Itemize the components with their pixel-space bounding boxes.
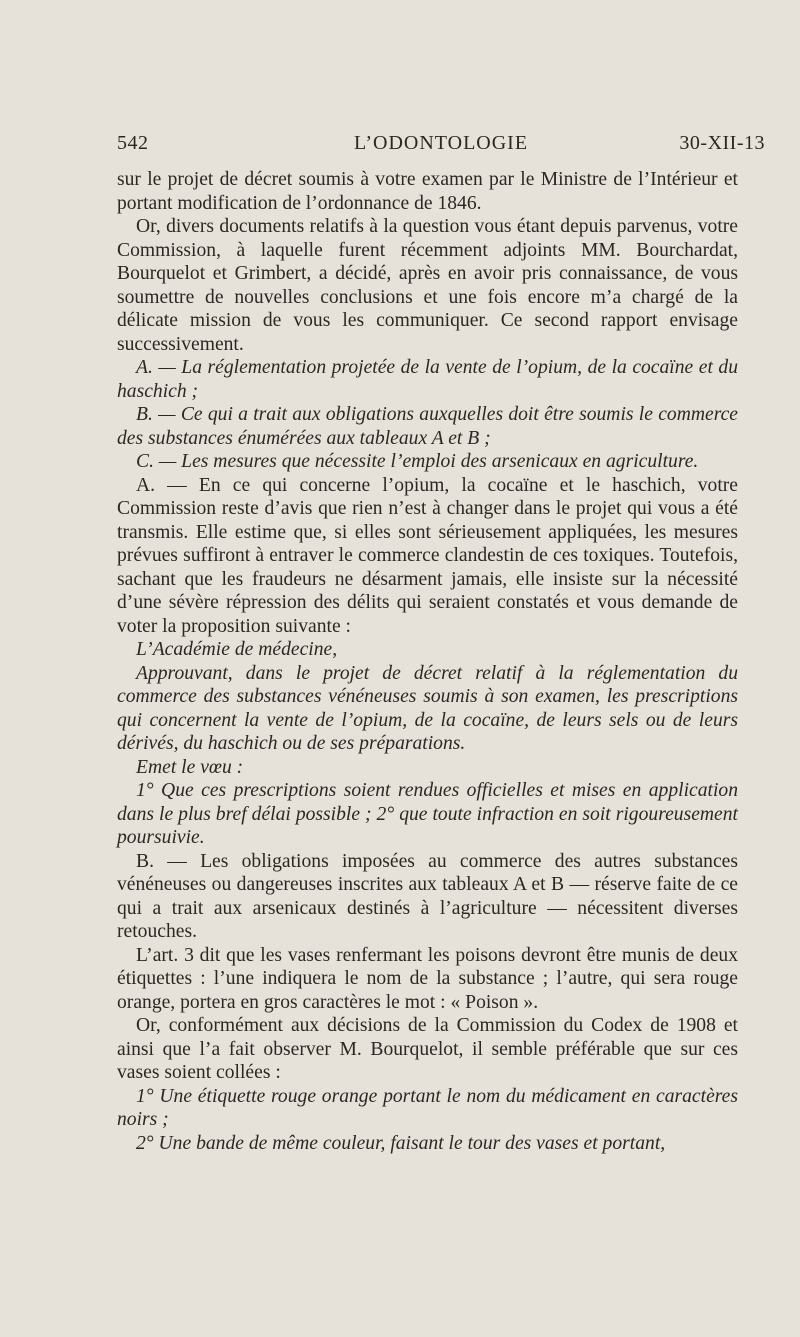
item-b-heading: B. — Ce qui a trait aux obligations auxquelles doit être soumis le commerce des substances énumérées aux tableaux A et B ; — [117, 404, 738, 449]
running-header — [117, 132, 765, 162]
codex-paragraph: Or, conformément aux décisions de la Commission du Codex de 1908 et ainsi que l’a fait observer M. Bourquelot, il semble préférable que sur ces vases soient collées : — [117, 1015, 738, 1083]
section-a-paragraph: A. — En ce qui concerne l’opium, la cocaïne et le haschich, votre Commission reste d’avis que rien n’est à changer dans le projet qui vous a été transmis. Elle estime que, si elles sont sérieusement appliquées, les mesures prévues suffiront à entraver le commerce clandestin de ces toxiques. Toutefois, sachant que les fraudeurs ne désarment jamais, elle insiste sur la nécessité d’une sévère répression des délits qui seraient constatés et vous demande de voter la proposition suivante : — [117, 474, 738, 637]
journal-title: L’ODONTOLOGIE — [353, 132, 529, 154]
paragraph-1: sur le projet de décret soumis à votre examen par le Ministre de l’Intérieur et portant modification de l’ordonnance de 1846. — [117, 169, 738, 214]
page-number: 542 — [117, 132, 149, 154]
proposal-wish: Emet le vœu : — [136, 756, 244, 778]
body-text — [117, 168, 738, 1155]
article-3-paragraph: L’art. 3 dit que les vases renfermant les poisons devront être munis de deux étiquettes : l’une indiquera le nom de la substance ; l’autre, qui sera rouge orange, portera en gros caractères le mot : « Poison ». — [117, 944, 738, 1013]
label-point-1: 1° Une étiquette rouge orange portant le nom du médicament en caractères noirs ; — [117, 1085, 738, 1130]
paragraph-2: Or, divers documents relatifs à la question vous étant depuis parvenus, votre Commission, à laquelle furent récemment adjoints MM. Bourchardat, Bourquelot et Grimbert, a décidé, après en avoir pris connaissance, de vous soumettre de nouvelles conclusions et une fois encore m’a chargé de la délicate mission de vous les communiquer. Ce second rapport envisage successivement. — [117, 216, 738, 355]
proposal-academy: L’Académie de médecine, — [136, 639, 338, 660]
section-b-paragraph: B. — Les obligations imposées au commerce des autres substances vénéneuses ou dangereuses inscrites aux tableaux A et B — réserve faite de ce qui a trait aux arsenicaux destinés à l’agriculture — nécessitent diverses retouches. — [117, 850, 738, 942]
issue-date: 30-XII-13 — [679, 132, 765, 154]
label-point-2: 2° Une bande de même couleur, faisant le tour des vases et portant, — [136, 1132, 666, 1154]
item-a-heading: A. — La réglementation projetée de la vente de l’opium, de la cocaïne et du haschich ; — [117, 357, 738, 402]
proposal-approving: Approuvant, dans le projet de décret relatif à la réglementation du commerce des substances vénéneuses soumis à son examen, les prescriptions qui concernent la vente de l’opium, de la cocaïne, de leurs sels ou de leurs dérivés, du haschich ou de ses préparations. — [117, 662, 738, 754]
item-c-heading: C. — Les mesures que nécessite l’emploi des arsenicaux en agriculture. — [136, 451, 699, 472]
proposal-points: 1° Que ces prescriptions soient rendues officielles et mises en application dans le plus bref délai possible ; 2° que toute infraction en soit rigoureusement poursuivie. — [117, 780, 738, 848]
